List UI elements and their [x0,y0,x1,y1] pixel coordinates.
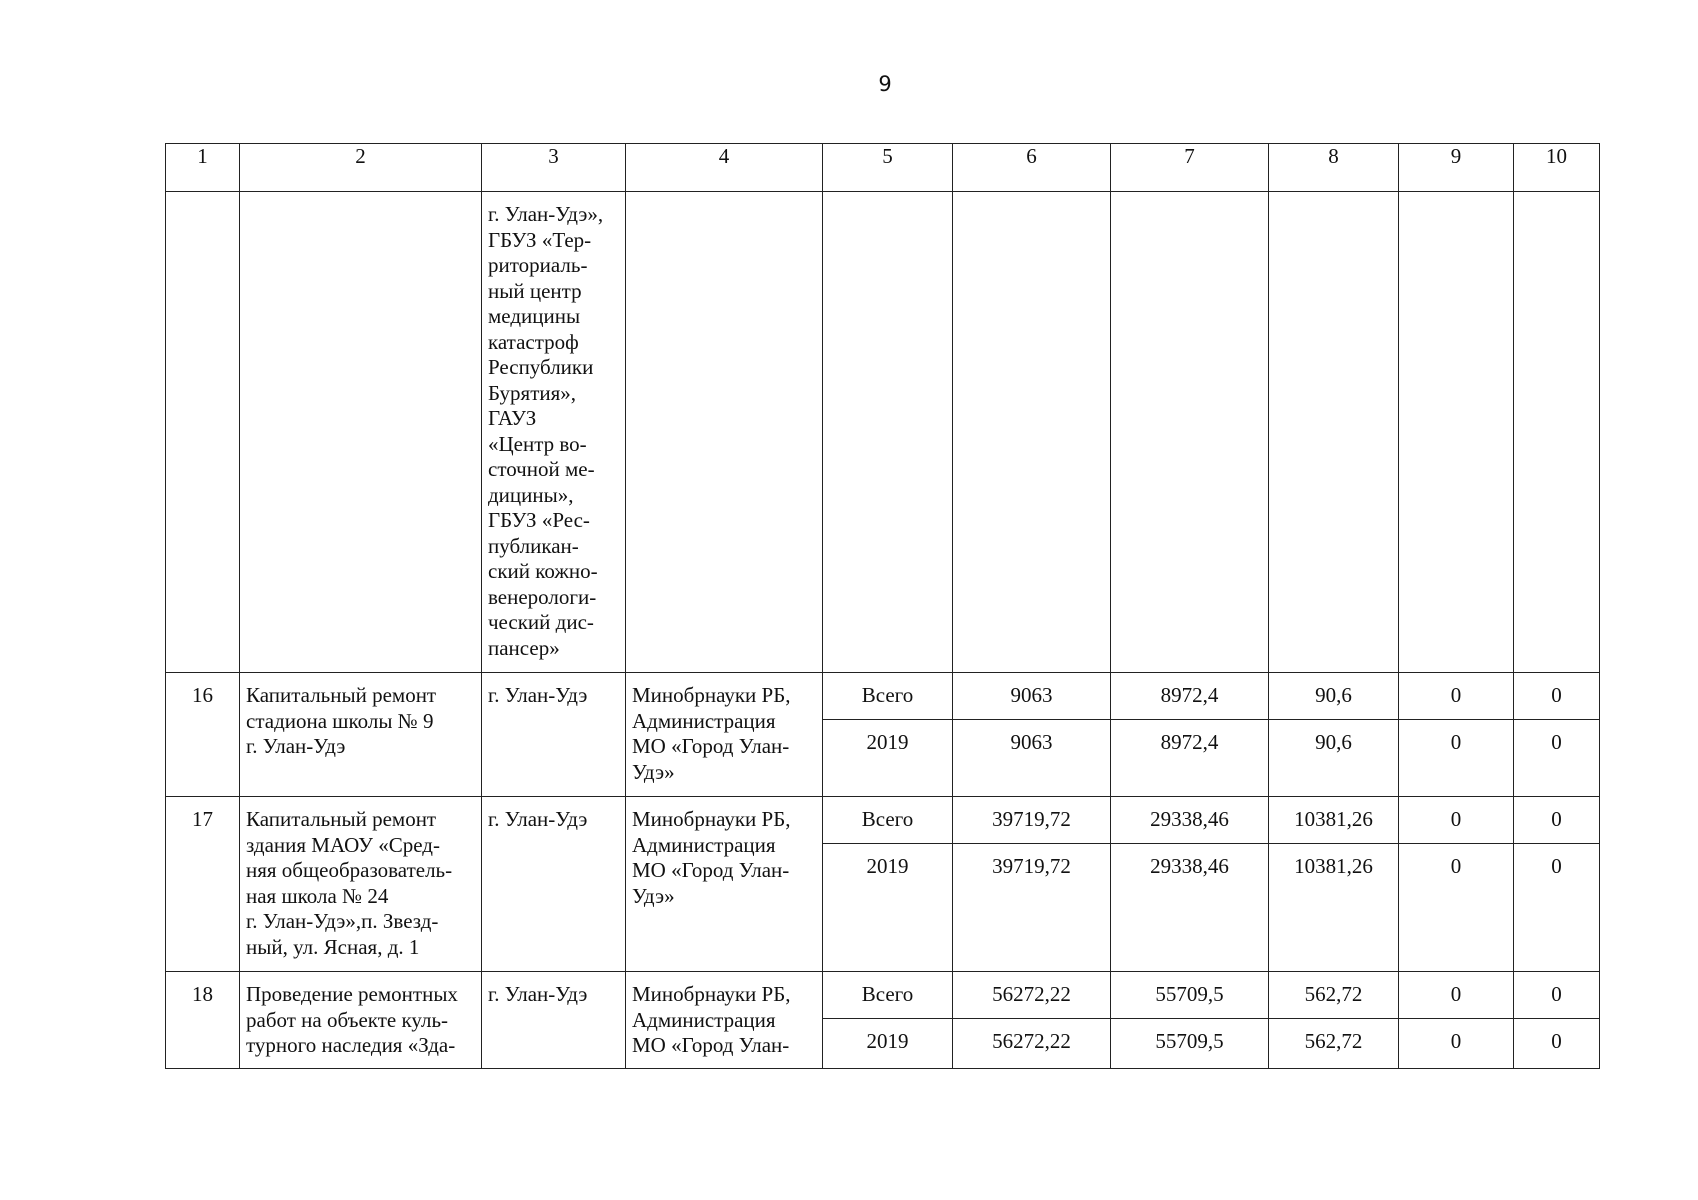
amount-cell: 8972,4 [1111,720,1269,797]
object-name-cell: Проведение ремонтных работ на объекте куль- турного наследия «Зда- [240,972,482,1069]
amount-cell: 0 [1514,720,1600,797]
period-label: Всего [823,972,953,1019]
amount-cell: 56272,22 [953,972,1111,1019]
amount-cell: 0 [1399,673,1514,720]
financing-table [165,143,1600,1069]
header-cell: 5 [823,144,953,192]
table-row [166,972,1600,1019]
amount-cell: 29338,46 [1111,797,1269,844]
organization-cell: Минобрнауки РБ, Администрация МО «Город Улан- [626,972,823,1069]
amount-cell: 10381,26 [1269,797,1399,844]
amount-cell: 562,72 [1269,972,1399,1019]
object-name-cell: Капитальный ремонт здания МАОУ «Сред- няя общеобразователь- ная школа № 24 г. Улан-Удэ»,п. Звезд- ный, ул. Ясная, д. 1 [240,797,482,972]
amount-cell: 0 [1514,673,1600,720]
continuation-location-cell: г. Улан-Удэ», ГБУЗ «Тер- риториаль- ный центр медицины катастроф Республики Бурятия», ГАУЗ «Центр во- сточной ме- дицины», ГБУЗ «Рес- публикан- ский кожно- венерологи- ческий дис- пансер» [482,192,626,673]
header-cell: 10 [1514,144,1600,192]
amount-cell: 56272,22 [953,1019,1111,1069]
amount-cell: 29338,46 [1111,844,1269,972]
header-row [166,144,1600,192]
header-cell: 2 [240,144,482,192]
amount-cell: 9063 [953,673,1111,720]
header-cell: 7 [1111,144,1269,192]
amount-cell: 0 [1514,1019,1600,1069]
header-cell: 4 [626,144,823,192]
location-cell: г. Улан-Удэ [482,673,626,797]
page-number: 9 [878,72,892,96]
amount-cell: 0 [1399,1019,1514,1069]
header-cell: 6 [953,144,1111,192]
period-label: 2019 [823,844,953,972]
organization-cell: Минобрнауки РБ, Администрация МО «Город Улан- Удэ» [626,673,823,797]
row-number: 16 [166,673,240,797]
header-cell: 9 [1399,144,1514,192]
amount-cell: 39719,72 [953,797,1111,844]
amount-cell: 0 [1399,844,1514,972]
table-row [166,797,1600,844]
amount-cell: 0 [1399,720,1514,797]
header-cell: 3 [482,144,626,192]
continuation-row [166,192,1600,673]
amount-cell: 8972,4 [1111,673,1269,720]
amount-cell: 10381,26 [1269,844,1399,972]
amount-cell: 55709,5 [1111,972,1269,1019]
period-label: 2019 [823,720,953,797]
amount-cell: 0 [1514,797,1600,844]
amount-cell: 90,6 [1269,673,1399,720]
period-label: Всего [823,797,953,844]
amount-cell: 9063 [953,720,1111,797]
amount-cell: 0 [1399,972,1514,1019]
location-cell: г. Улан-Удэ [482,797,626,972]
header-cell: 8 [1269,144,1399,192]
period-label: 2019 [823,1019,953,1069]
object-name-cell: Капитальный ремонт стадиона школы № 9 г. Улан-Удэ [240,673,482,797]
amount-cell: 0 [1514,972,1600,1019]
amount-cell: 90,6 [1269,720,1399,797]
amount-cell: 562,72 [1269,1019,1399,1069]
amount-cell: 0 [1514,844,1600,972]
table-row [166,673,1600,720]
period-label: Всего [823,673,953,720]
amount-cell: 0 [1399,797,1514,844]
row-number: 18 [166,972,240,1069]
header-cell: 1 [166,144,240,192]
amount-cell: 39719,72 [953,844,1111,972]
organization-cell: Минобрнауки РБ, Администрация МО «Город Улан- Удэ» [626,797,823,972]
location-cell: г. Улан-Удэ [482,972,626,1069]
amount-cell: 55709,5 [1111,1019,1269,1069]
row-number: 17 [166,797,240,972]
